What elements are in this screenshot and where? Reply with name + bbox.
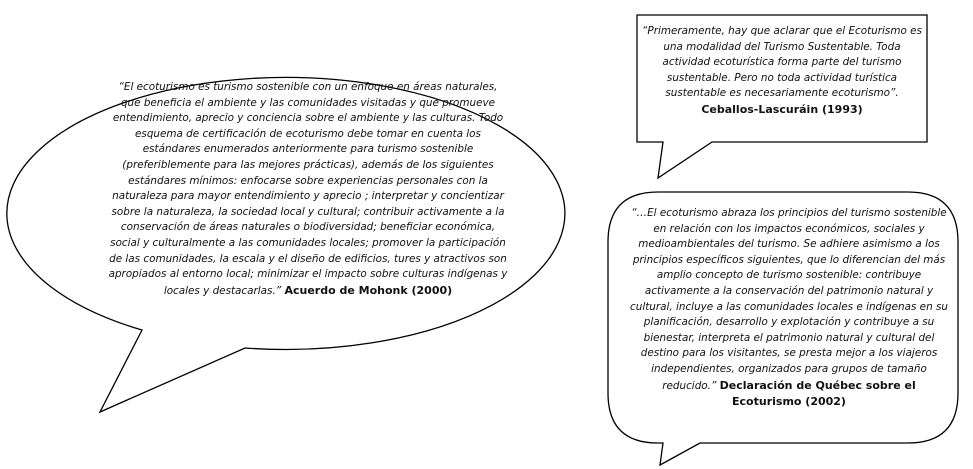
quebec-quote-block xyxy=(626,206,952,411)
ceballos-quote-block xyxy=(642,24,922,119)
quebec-quote-text: “…El ecoturismo abraza los principios del turismo sostenible en relación con los impactos económicos, sociales y medioambientales del turismo. Se adhiere asimismo a los principios específicos siguientes, que lo diferencian del más amplio concepto de turismo sostenible: contribuye activamente a la conservación del patrimonio natural y cultural, incluye a las comunidades locales e indígenas en su planificación, desarrollo y explotación y contribuye a su bienestar, interpreta el patrimonio natural y cultural del destino para los visitantes, se presta mejor a los viajeros independientes, organizados para grupos de tamaño reducido.” xyxy=(630,207,948,392)
mohonk-quote-text: “El ecoturismo es turismo sostenible con un enfoque en áreas naturales, que beneficia el ambiente y las comunidades visitadas y que promueve entendimiento, aprecio y conciencia sobre el ambiente y las culturas. Todo esquema de certificación de ecoturismo debe tomar en cuenta los estándares enumerados anteriormente para turismo sostenible (preferiblemente para las mejores prácticas), además de los siguientes estándares mínimos: enfocarse sobre experiencias personales con la naturaleza para mayor entendimiento y aprecio ; interpretar y concientizar sobre la naturaleza, la sociedad local y cultural; contribuir activamente a la conservación de áreas naturales o biodiversidad; beneficiar económica, social y culturalmente a las comunidades locales; promover la participación de las comunidades, la escala y el diseño de edificios, tures y atractivos son apropiados al entorno local; minimizar el impacto sobre culturas indígenas y locales y destacarlas.” xyxy=(108,81,508,297)
ceballos-source: Ceballos-Lascuráin (1993) xyxy=(701,102,863,116)
ceballos-quote-text: “Primeramente, hay que aclarar que el Ecoturismo es una modalidad del Turismo Sustentable. Toda actividad ecoturística forma parte del turismo sustentable. Pero no toda actividad turística sustentable es necesariamente ecoturismo”. xyxy=(642,25,922,100)
mohonk-quote-block xyxy=(108,80,508,299)
quebec-source: Declaración de Québec sobre el Ecoturismo (2002) xyxy=(719,378,916,409)
mohonk-source: Acuerdo de Mohonk (2000) xyxy=(284,283,453,297)
